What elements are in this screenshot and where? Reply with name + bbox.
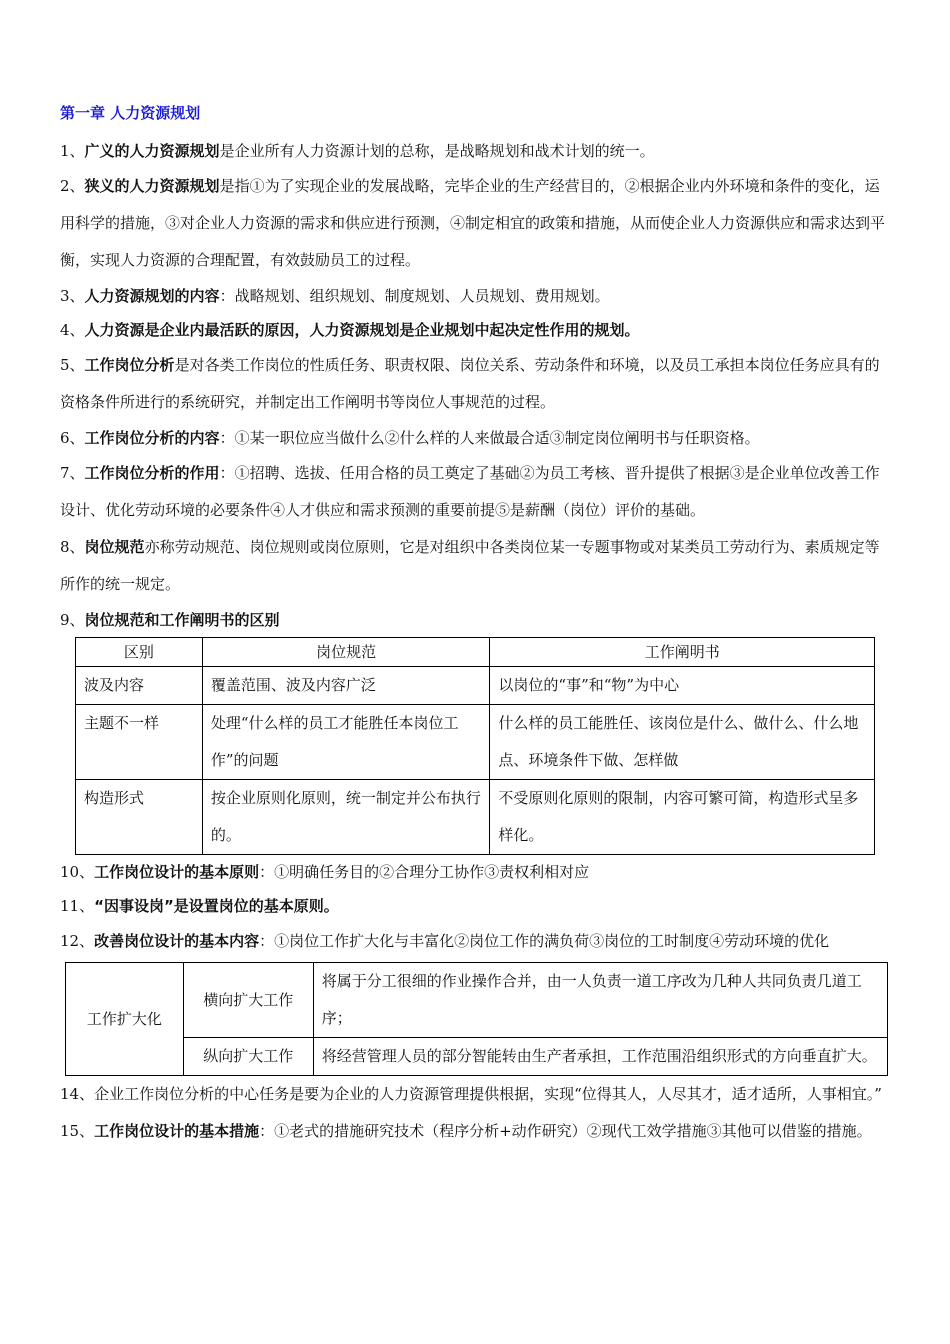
item-text: ：战略规划、组织规划、制度规划、人员规划、费用规划。: [219, 287, 610, 305]
item-term: 人力资源是企业内最活跃的原因，人力资源规划是企业规划中起决定性作用的规划。: [84, 321, 640, 339]
item-text: 是对各类工作岗位的性质任务、职责权限、岗位关系、劳动条件和环境，以及员工承担本岗位任务应具有的资格条件所进行的系统研究，并制定出工作阐明书等岗位人事规范的过程。: [60, 356, 880, 411]
item-10: [60, 855, 890, 889]
item-term: 广义的人力资源规划: [84, 142, 220, 160]
item-term: 工作岗位设计的基本措施: [94, 1122, 260, 1140]
table-cell: 纵向扩大工作: [183, 1038, 313, 1076]
item-term: 工作岗位设计的基本原则: [94, 863, 260, 881]
table-cell: 处理“什么样的员工才能胜任本岗位工作”的问题: [202, 705, 490, 780]
item-number: 5、: [60, 356, 85, 374]
table-cell-main: 工作扩大化: [66, 963, 184, 1076]
item-8: [60, 529, 890, 603]
item-number: 7、: [60, 464, 85, 482]
item-5: [60, 347, 890, 421]
table-header: 区别: [76, 638, 203, 667]
item-term: “因事设岗”是设置岗位的基本原则。: [94, 897, 339, 915]
item-number: 3、: [60, 287, 85, 305]
item-term: 工作岗位分析的作用: [84, 464, 220, 482]
item-text: 企业工作岗位分析的中心任务是要为企业的人力资源管理提供根据，实现“位得其人，人尽其才，适才适所，人事相宜。”: [94, 1085, 882, 1103]
comparison-table: [75, 637, 875, 855]
item-number: 11、: [60, 897, 95, 915]
item-text: 亦称劳动规范、岗位规则或岗位原则，它是对组织中各类岗位某一专题事物或对某类员工劳动行为、素质规定等所作的统一规定。: [60, 538, 880, 593]
table-header: 工作阐明书: [490, 638, 875, 667]
table-cell: 什么样的员工能胜任、该岗位是什么、做什么、什么地点、环境条件下做、怎样做: [490, 705, 875, 780]
item-text: ：①明确任务目的②合理分工协作③责权利相对应: [259, 863, 590, 881]
item-term: 人力资源规划的内容: [84, 287, 220, 305]
item-14: [60, 1076, 890, 1113]
item-text: ：①招聘、选拔、任用合格的员工奠定了基础②为员工考核、晋升提供了根据③是企业单位改善工作设计、优化劳动环境的必要条件④人才供应和需求预测的重要前提⑤是薪酬（岗位）评价的基础。: [60, 464, 880, 519]
item-number: 12、: [60, 932, 95, 950]
item-number: 14、: [60, 1085, 95, 1103]
table-row: [76, 667, 875, 705]
document-page: [60, 100, 890, 1150]
item-term: 改善岗位设计的基本内容: [94, 932, 260, 950]
item-text: ：①岗位工作扩大化与丰富化②岗位工作的满负荷③岗位的工时制度④劳动环境的优化: [259, 932, 830, 950]
table-cell: 构造形式: [76, 780, 203, 855]
item-number: 6、: [60, 429, 85, 447]
table-row: [76, 780, 875, 855]
item-15: [60, 1113, 890, 1150]
item-12: [60, 923, 890, 960]
table-row: [66, 1038, 888, 1076]
item-number: 8、: [60, 538, 85, 556]
table-cell: 将经营管理人员的部分智能转由生产者承担，工作范围沿组织形式的方向垂直扩大。: [313, 1038, 887, 1076]
item-text: 是指①为了实现企业的发展战略，完毕企业的生产经营目的，②根据企业内外环境和条件的变化，运用科学的措施，③对企业人力资源的需求和供应进行预测，④制定相宜的政策和措施，从而使企业人力资源供应和需求达到平衡，实现人力资源的合理配置，有效鼓励员工的过程。: [60, 177, 886, 269]
item-number: 15、: [60, 1122, 95, 1140]
item-1: [60, 134, 890, 168]
item-number: 1、: [60, 142, 85, 160]
item-number: 9、: [60, 611, 85, 629]
item-9: [60, 603, 890, 637]
item-text: ：①老式的措施研究技术（程序分析+动作研究）②现代工效学措施③其他可以借鉴的措施。: [259, 1122, 872, 1140]
item-term: 工作岗位分析: [84, 356, 175, 374]
job-enlargement-table: [65, 962, 888, 1076]
item-number: 4、: [60, 321, 85, 339]
item-term: 工作岗位分析的内容: [84, 429, 220, 447]
item-number: 2、: [60, 177, 85, 195]
table-row: [76, 705, 875, 780]
chapter-title: 第一章 人力资源规划: [60, 104, 201, 122]
item-term: 岗位规范: [84, 538, 145, 556]
table-cell: 主题不一样: [76, 705, 203, 780]
item-11: [60, 889, 890, 923]
table-cell: 按企业原则化原则，统一制定并公布执行的。: [202, 780, 490, 855]
table-cell: 横向扩大工作: [183, 963, 313, 1038]
item-4: [60, 313, 890, 347]
item-3: [60, 279, 890, 313]
table-cell: 覆盖范围、波及内容广泛: [202, 667, 490, 705]
item-text: ：①某一职位应当做什么②什么样的人来做最合适③制定岗位阐明书与任职资格。: [219, 429, 760, 447]
item-number: 10、: [60, 863, 95, 881]
table-cell: 波及内容: [76, 667, 203, 705]
table-row: [66, 963, 888, 1038]
item-6: [60, 421, 890, 455]
table-cell: 不受原则化原则的限制，内容可繁可简，构造形式呈多样化。: [490, 780, 875, 855]
table-cell: 以岗位的“事”和“物”为中心: [490, 667, 875, 705]
item-text: 是企业所有人力资源计划的总称，是战略规划和战术计划的统一。: [219, 142, 655, 160]
item-7: [60, 455, 890, 529]
table-header-row: [76, 638, 875, 667]
item-2: [60, 168, 890, 279]
table-header: 岗位规范: [202, 638, 490, 667]
table-cell: 将属于分工很细的作业操作合并，由一人负责一道工序改为几种人共同负责几道工序；: [313, 963, 887, 1038]
item-term: 狭义的人力资源规划: [84, 177, 220, 195]
item-term: 岗位规范和工作阐明书的区别: [84, 611, 280, 629]
